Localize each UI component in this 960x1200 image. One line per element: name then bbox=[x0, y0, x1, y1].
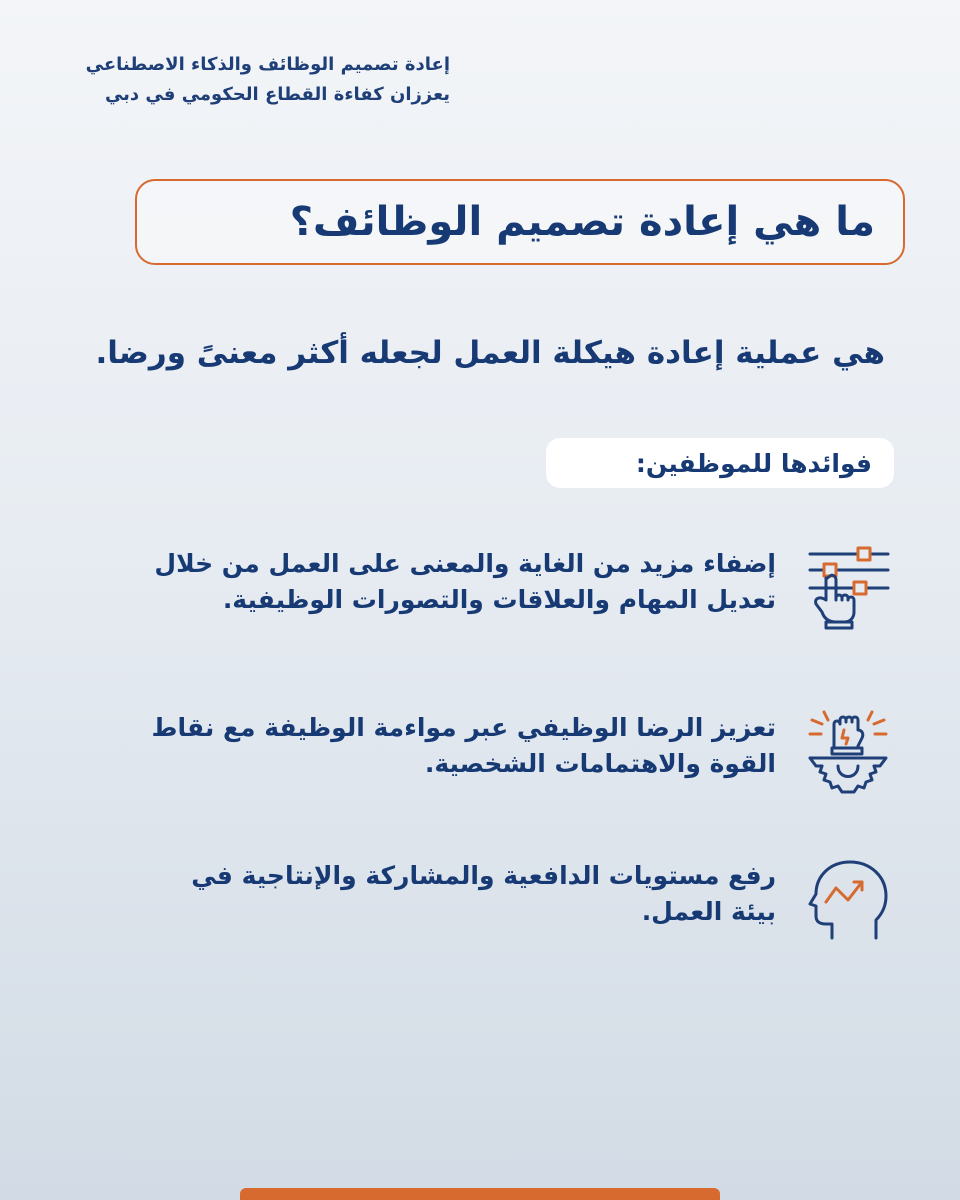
head-growth-icon bbox=[806, 858, 890, 942]
benefit-line-2: القوة والاهتمامات الشخصية. bbox=[424, 749, 776, 778]
benefit-line-1: إضفاء مزيد من الغاية والمعنى على العمل من خلال bbox=[154, 549, 776, 578]
intro-text: هي عملية إعادة هيكلة العمل لجعله أكثر معنىً ورضا. bbox=[95, 335, 885, 371]
page-title: ما هي إعادة تصميم الوظائف؟ bbox=[289, 199, 875, 245]
header-line-2: يعززان كفاءة القطاع الحكومي في دبي bbox=[104, 84, 450, 105]
benefit-line-1: رفع مستويات الدافعية والمشاركة والإنتاجية في bbox=[191, 861, 776, 890]
benefit-line-2: تعديل المهام والعلاقات والتصورات الوظيفية. bbox=[222, 585, 776, 614]
benefit-item bbox=[70, 710, 890, 820]
benefit-text bbox=[154, 546, 776, 618]
benefit-item bbox=[70, 858, 890, 968]
bottom-accent-bar bbox=[240, 1188, 720, 1200]
benefits-heading-pill bbox=[546, 438, 894, 488]
header-line-1: إعادة تصميم الوظائف والذكاء الاصطناعي bbox=[85, 54, 450, 75]
sliders-hand-icon bbox=[806, 546, 890, 630]
benefit-item bbox=[70, 546, 890, 656]
title-box bbox=[135, 179, 905, 265]
benefit-line-1: تعزيز الرضا الوظيفي عبر مواءمة الوظيفة مع نقاط bbox=[151, 713, 776, 742]
fist-gear-icon bbox=[806, 710, 890, 794]
benefit-text bbox=[152, 710, 776, 782]
header bbox=[30, 50, 450, 110]
benefit-text bbox=[191, 858, 776, 930]
benefit-line-2: بيئة العمل. bbox=[641, 897, 776, 926]
benefits-heading: فوائدها للموظفين: bbox=[635, 448, 872, 478]
